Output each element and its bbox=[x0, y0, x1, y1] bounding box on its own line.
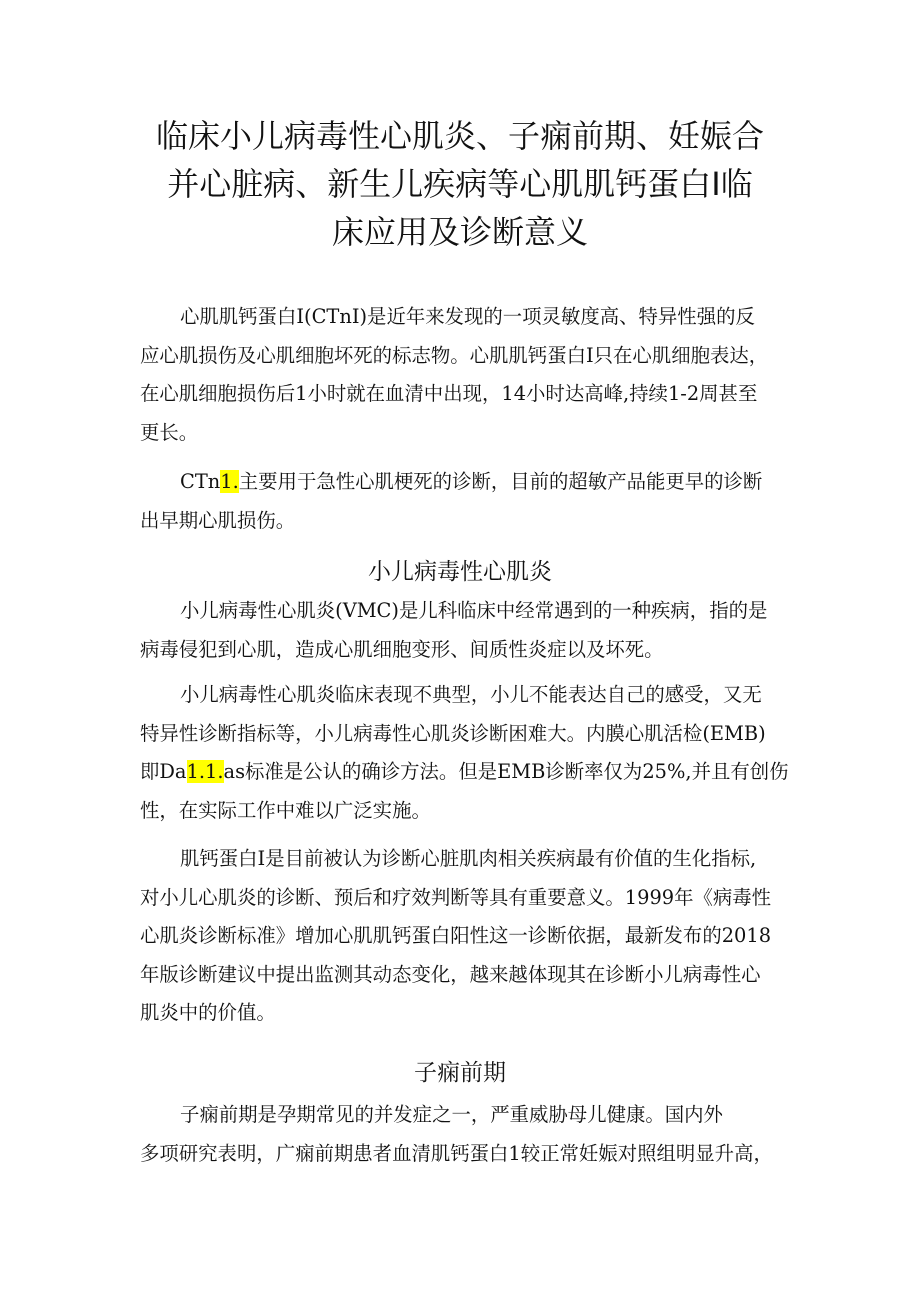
text-line: 心肌炎诊断标准》增加心肌肌钙蛋白阳性这一诊断依据，最新发布的2018 bbox=[140, 924, 772, 947]
text-line: 小儿病毒性心肌炎(VMC)是儿科临床中经常遇到的一种疾病，指的是 bbox=[180, 599, 768, 622]
section-heading-myocarditis: 小儿病毒性心肌炎 bbox=[368, 559, 552, 585]
text-line: 病毒侵犯到心肌，造成心肌细胞变形、间质性炎症以及坏死。 bbox=[140, 637, 664, 661]
title-line: 临床小儿病毒性心肌炎、子痫前期、妊娠合 bbox=[155, 117, 764, 155]
title-line: 床应用及诊断意义 bbox=[331, 213, 588, 251]
myocarditis-paragraph-1 bbox=[140, 592, 780, 669]
myocarditis-paragraph-3 bbox=[140, 840, 780, 1033]
text-line: 肌钙蛋白I是目前被认为诊断心脏肌肉相关疾病最有价值的生化指标, bbox=[180, 847, 757, 870]
text-line bbox=[140, 463, 780, 502]
highlighted-text: 1.1. bbox=[186, 760, 224, 783]
myocarditis-paragraph-2 bbox=[140, 676, 789, 830]
text-line: 出早期心肌损伤。 bbox=[140, 508, 296, 532]
preeclampsia-paragraph-1 bbox=[140, 1096, 780, 1173]
text-line: 更长。 bbox=[140, 420, 199, 444]
intro-paragraph-2 bbox=[140, 463, 780, 540]
text-line: 子痫前期是孕期常见的并发症之一，严重威胁母儿健康。国内外 bbox=[180, 1103, 723, 1126]
text-segment: 即Da bbox=[140, 760, 187, 783]
text-line bbox=[140, 753, 789, 792]
text-line: 小儿病毒性心肌炎临床表现不典型，小儿不能表达自己的感受，又无 bbox=[180, 683, 762, 706]
title-line: 并心脏病、新生儿疾病等心肌肌钙蛋白I临 bbox=[167, 165, 753, 203]
text-line: 对小儿心肌炎的诊断、预后和疗效判断等具有重要意义。1999年《病毒性 bbox=[140, 885, 772, 909]
highlighted-text: 1. bbox=[220, 470, 239, 493]
text-line: 心肌肌钙蛋白I(CTnI)是近年来发现的一项灵敏度高、特异性强的反 bbox=[180, 305, 755, 328]
document-title bbox=[140, 112, 780, 256]
text-line: 肌炎中的价值。 bbox=[140, 1001, 276, 1024]
text-line: 特异性诊断指标等，小儿病毒性心肌炎诊断困难大。内膜心肌活检(EMB) bbox=[140, 721, 766, 745]
intro-paragraph-1 bbox=[140, 298, 780, 452]
text-segment: 主要用于急性心肌梗死的诊断，目前的超敏产品能更早的诊断 bbox=[238, 470, 763, 493]
text-line: 多项研究表明，广痫前期患者血清肌钙蛋白1较正常妊娠对照组明显升高， bbox=[140, 1141, 773, 1165]
text-line: 在心肌细胞损伤后1小时就在血清中出现，14小时达高峰,持续1-2周甚至 bbox=[140, 382, 758, 405]
text-segment: as标准是公认的确诊方法。但是EMB诊断率仅为25%,并且有创伤 bbox=[223, 760, 789, 783]
section-heading-preeclampsia: 子痫前期 bbox=[414, 1060, 506, 1086]
text-line: 性，在实际工作中难以广泛实施。 bbox=[140, 798, 431, 822]
text-line: 应心肌损伤及心肌细胞坏死的标志物。心肌肌钙蛋白I只在心肌细胞表达， bbox=[140, 343, 769, 367]
text-line: 年版诊断建议中提出监测其动态变化，越来越体现其在诊断小儿病毒性心 bbox=[140, 962, 761, 986]
text-segment: CTn bbox=[180, 470, 221, 493]
